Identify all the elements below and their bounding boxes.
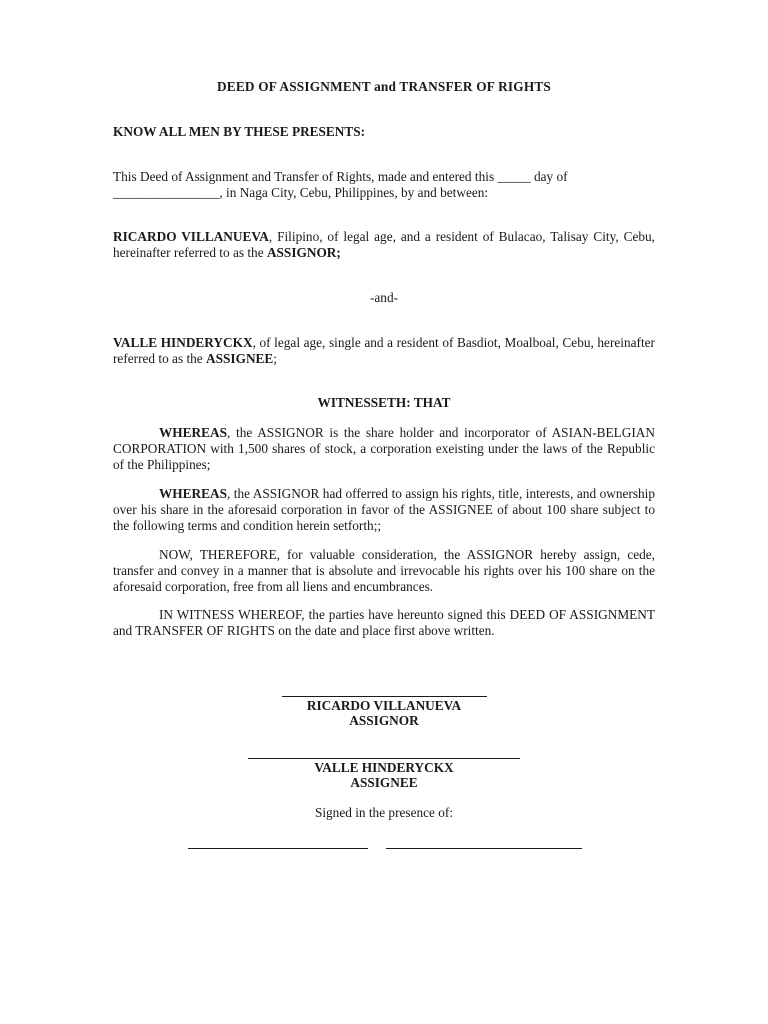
and-separator: -and-: [369, 290, 399, 305]
know-all-heading: KNOW ALL MEN BY THESE PRESENTS:: [113, 124, 366, 139]
assignee-party-role: ASSIGNEE: [206, 351, 274, 366]
assignee-signature-role: ASSIGNEE: [350, 775, 418, 790]
intro-line-2: ________________, in Naga City, Cebu, Philippines, by and between:: [113, 185, 489, 200]
witnesseth-heading: WITNESSETH: THAT: [317, 395, 451, 410]
in-witness-paragraph: IN WITNESS WHEREOF, the parties have hereunto signed this DEED OF ASSIGNMENT and TRANSFER OF RIGHTS on the date and place first above written.: [113, 607, 655, 638]
witness-signature-line-1: [188, 848, 368, 849]
assignor-party-paragraph: [113, 229, 655, 261]
assignor-signature-name: RICARDO VILLANUEVA: [306, 698, 462, 713]
document-title: DEED OF ASSIGNMENT and TRANSFER OF RIGHTS: [216, 79, 552, 94]
witness-signature-line-2: [386, 848, 582, 849]
assignor-signature-role: ASSIGNOR: [349, 713, 419, 728]
assignee-party-text: , of legal age, single and a resident of Basdiot, Moalboal, Cebu, hereinafter referred to as the: [113, 335, 655, 366]
whereas-lead-2: WHEREAS: [159, 486, 227, 501]
assignee-signature-line: [248, 758, 520, 759]
whereas-text-1: , the ASSIGNOR is the share holder and incorporator of ASIAN-BELGIAN CORPORATION with 1,500 shares of stock, a corporation exeisting under the laws of the Republic of the Philippines;: [113, 425, 655, 472]
signed-in-presence-text: Signed in the presence of:: [314, 805, 454, 820]
whereas-paragraph-1: [113, 425, 655, 473]
whereas-lead-1: WHEREAS: [159, 425, 227, 440]
assignor-signature-line: [282, 696, 487, 697]
intro-line-1: This Deed of Assignment and Transfer of Rights, made and entered this _____ day of: [113, 169, 568, 184]
whereas-paragraph-2: [113, 486, 655, 534]
assignee-party-end: ;: [273, 351, 277, 366]
intro-paragraph: [113, 169, 655, 201]
assignor-party-role: ASSIGNOR;: [266, 245, 341, 260]
assignee-party-paragraph: [113, 335, 655, 367]
assignor-party-text: , Filipino, of legal age, and a resident of Bulacao, Talisay City, Cebu, hereinafter referred to as the: [113, 229, 655, 260]
whereas-text-2: , the ASSIGNOR had offerred to assign his rights, title, interests, and ownership over his share in the aforesaid corporation in favor of the ASSIGNEE of about 100 share subject to the following terms and condition herein setforth;;: [113, 486, 655, 533]
assignee-party-name: VALLE HINDERYCKX: [113, 335, 253, 350]
assignee-signature-name: VALLE HINDERYCKX: [314, 760, 454, 775]
assignor-party-name: RICARDO VILLANUEVA: [113, 229, 269, 244]
now-therefore-paragraph: NOW, THEREFORE, for valuable consideration, the ASSIGNOR hereby assign, cede, transfer and convey in a manner that is absolute and irrevocable his rights over his 100 share on the aforesaid corporation, free from all liens and encumbrances.: [113, 547, 655, 594]
